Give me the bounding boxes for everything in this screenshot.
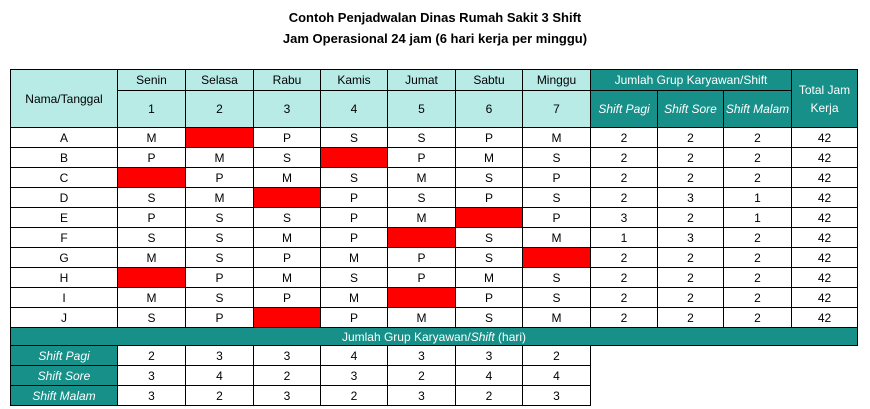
employee-name: D xyxy=(11,188,118,208)
shift-cell: P xyxy=(321,308,388,328)
summary-value: 2 xyxy=(254,366,321,386)
shift-cell: P xyxy=(254,128,321,148)
summary-row-label: Shift Pagi xyxy=(11,346,118,366)
total-hours: 42 xyxy=(792,268,858,288)
day-header: Senin xyxy=(118,70,186,91)
shift-cell: P xyxy=(388,148,456,168)
summary-value: 3 xyxy=(254,346,321,366)
summary-value: 3 xyxy=(321,366,388,386)
shift-cell: P xyxy=(321,188,388,208)
shift-malam-count: 2 xyxy=(724,128,792,148)
summary-value: 3 xyxy=(254,386,321,406)
summary-value: 2 xyxy=(388,366,456,386)
employee-name: A xyxy=(11,128,118,148)
page-subtitle: Jam Operasional 24 jam (6 hari kerja per minggu) xyxy=(282,31,588,46)
shift-pagi-count: 1 xyxy=(591,228,658,248)
shift-cell: M xyxy=(254,168,321,188)
total-hours: 42 xyxy=(792,168,858,188)
day-number-header: 3 xyxy=(254,91,321,128)
shift-cell: M xyxy=(523,128,591,148)
day-number-header: 4 xyxy=(321,91,388,128)
employee-name: C xyxy=(11,168,118,188)
shift-cell: P xyxy=(388,268,456,288)
table-row xyxy=(11,268,858,288)
shift-cell: P xyxy=(523,168,591,188)
shift-cell: M xyxy=(456,268,523,288)
table-row xyxy=(11,308,858,328)
summary-value: 4 xyxy=(321,346,388,366)
summary-title-suffix: (hari) xyxy=(494,329,527,344)
shift-cell: P xyxy=(456,188,523,208)
shift-malam-count: 2 xyxy=(724,288,792,308)
shift-cell: P xyxy=(321,228,388,248)
shift-cell: M xyxy=(388,308,456,328)
shift-sore-header: Shift Sore xyxy=(658,91,724,128)
shift-sore-count: 2 xyxy=(658,248,724,268)
employee-name: I xyxy=(11,288,118,308)
total-hours: 42 xyxy=(792,208,858,228)
total-hours: 42 xyxy=(792,188,858,208)
table-row xyxy=(11,228,858,248)
shift-cell: S xyxy=(523,148,591,168)
table-row xyxy=(11,248,858,268)
shift-cell: M xyxy=(254,268,321,288)
shift-cell: S xyxy=(523,188,591,208)
shift-cell: S xyxy=(388,188,456,208)
shift-cell: M xyxy=(523,228,591,248)
shift-cell: S xyxy=(321,268,388,288)
shift-cell: S xyxy=(118,228,186,248)
shift-sore-count: 3 xyxy=(658,188,724,208)
blank-area xyxy=(591,346,858,406)
shift-cell: P xyxy=(523,208,591,228)
off-day-cell xyxy=(388,288,456,308)
shift-cell: M xyxy=(388,208,456,228)
shift-cell: P xyxy=(186,268,254,288)
shift-cell: S xyxy=(456,168,523,188)
table-row xyxy=(11,188,858,208)
shift-sore-count: 2 xyxy=(658,268,724,288)
shift-cell: S xyxy=(186,208,254,228)
shift-cell: S xyxy=(388,128,456,148)
shift-malam-count: 2 xyxy=(724,308,792,328)
summary-value: 3 xyxy=(118,366,186,386)
shift-malam-count: 2 xyxy=(724,248,792,268)
employee-name: J xyxy=(11,308,118,328)
day-header: Jumat xyxy=(388,70,456,91)
summary-title-prefix: Jumlah Grup Karyawan/ xyxy=(341,329,471,344)
employee-name: E xyxy=(11,208,118,228)
shift-sore-count: 2 xyxy=(658,148,724,168)
shift-sore-count: 3 xyxy=(658,228,724,248)
off-day-cell xyxy=(186,128,254,148)
shift-cell: M xyxy=(118,128,186,148)
shift-cell: M xyxy=(456,148,523,168)
shift-cell: S xyxy=(118,308,186,328)
off-day-cell xyxy=(456,208,523,228)
table-row xyxy=(11,288,858,308)
shift-pagi-count: 2 xyxy=(591,248,658,268)
shift-cell: M xyxy=(321,288,388,308)
day-number-header: 5 xyxy=(388,91,456,128)
shift-cell: S xyxy=(456,248,523,268)
off-day-cell xyxy=(118,268,186,288)
day-number-header: 6 xyxy=(456,91,523,128)
off-day-cell xyxy=(321,148,388,168)
shift-cell: P xyxy=(254,248,321,268)
summary-value: 2 xyxy=(523,346,591,366)
off-day-cell xyxy=(254,308,321,328)
employee-name: F xyxy=(11,228,118,248)
summary-value: 4 xyxy=(456,366,523,386)
total-hours: 42 xyxy=(792,128,858,148)
shift-cell: M xyxy=(118,288,186,308)
day-number-header: 7 xyxy=(523,91,591,128)
shift-cell: S xyxy=(186,288,254,308)
shift-cell: M xyxy=(186,148,254,168)
shift-sore-count: 2 xyxy=(658,308,724,328)
day-header: Kamis xyxy=(321,70,388,91)
shift-cell: S xyxy=(456,308,523,328)
day-number-header: 1 xyxy=(118,91,186,128)
shift-cell: M xyxy=(523,308,591,328)
shift-cell: P xyxy=(186,308,254,328)
shift-cell: P xyxy=(456,128,523,148)
schedule-table xyxy=(10,69,858,406)
table-row xyxy=(11,148,858,168)
shift-cell: P xyxy=(118,208,186,228)
summary-value: 2 xyxy=(321,386,388,406)
day-header: Minggu xyxy=(523,70,591,91)
summary-row-label: Shift Sore xyxy=(11,366,118,386)
shift-cell: S xyxy=(186,248,254,268)
total-hours: 42 xyxy=(792,308,858,328)
summary-value: 3 xyxy=(186,346,254,366)
total-hours-header: Total Jam Kerja xyxy=(792,70,858,128)
summary-value: 2 xyxy=(456,386,523,406)
table-row xyxy=(11,168,858,188)
shift-cell: M xyxy=(388,168,456,188)
shift-cell: S xyxy=(321,128,388,148)
employee-name: G xyxy=(11,248,118,268)
summary-row-label: Shift Malam xyxy=(11,386,118,406)
shift-cell: S xyxy=(118,188,186,208)
shift-cell: P xyxy=(388,248,456,268)
summary-row xyxy=(11,346,858,366)
shift-pagi-count: 2 xyxy=(591,288,658,308)
shift-malam-count: 2 xyxy=(724,168,792,188)
shift-pagi-count: 2 xyxy=(591,308,658,328)
summary-header-row xyxy=(11,328,858,346)
shift-cell: P xyxy=(254,288,321,308)
page-title: Contoh Penjadwalan Dinas Rumah Sakit 3 Shift xyxy=(288,10,582,25)
shift-cell: M xyxy=(321,248,388,268)
shift-sore-count: 2 xyxy=(658,168,724,188)
shift-pagi-header: Shift Pagi xyxy=(591,91,658,128)
day-header: Rabu xyxy=(254,70,321,91)
shift-cell: P xyxy=(456,288,523,308)
summary-value: 2 xyxy=(118,346,186,366)
shift-pagi-count: 2 xyxy=(591,268,658,288)
shift-sore-count: 2 xyxy=(658,288,724,308)
shift-cell: P xyxy=(186,168,254,188)
shift-cell: S xyxy=(321,168,388,188)
shift-cell: S xyxy=(523,288,591,308)
employee-name: B xyxy=(11,148,118,168)
off-day-cell xyxy=(118,168,186,188)
day-header: Selasa xyxy=(186,70,254,91)
shift-pagi-count: 2 xyxy=(591,168,658,188)
shift-pagi-count: 2 xyxy=(591,188,658,208)
shift-malam-count: 1 xyxy=(724,188,792,208)
shift-pagi-count: 2 xyxy=(591,128,658,148)
summary-value: 3 xyxy=(388,346,456,366)
shift-cell: S xyxy=(254,208,321,228)
shift-cell: P xyxy=(321,208,388,228)
shift-cell: M xyxy=(186,188,254,208)
total-hours: 42 xyxy=(792,148,858,168)
summary-value: 3 xyxy=(456,346,523,366)
summary-value: 3 xyxy=(388,386,456,406)
shift-cell: S xyxy=(254,148,321,168)
summary-title-italic: Shift xyxy=(470,329,495,344)
total-hours: 42 xyxy=(792,228,858,248)
group-header: Jumlah Grup Karyawan/Shift xyxy=(591,70,792,91)
shift-malam-count: 2 xyxy=(724,228,792,248)
day-number-header: 2 xyxy=(186,91,254,128)
shift-malam-header: Shift Malam xyxy=(724,91,792,128)
shift-pagi-count: 2 xyxy=(591,148,658,168)
shift-malam-count: 1 xyxy=(724,208,792,228)
shift-cell: S xyxy=(523,268,591,288)
table-row xyxy=(11,208,858,228)
summary-value: 3 xyxy=(523,386,591,406)
shift-sore-count: 2 xyxy=(658,208,724,228)
summary-value: 4 xyxy=(186,366,254,386)
employee-name: H xyxy=(11,268,118,288)
shift-cell: S xyxy=(186,228,254,248)
off-day-cell xyxy=(388,228,456,248)
shift-cell: M xyxy=(254,228,321,248)
shift-malam-count: 2 xyxy=(724,268,792,288)
shift-sore-count: 2 xyxy=(658,128,724,148)
summary-value: 3 xyxy=(118,386,186,406)
day-header: Sabtu xyxy=(456,70,523,91)
shift-pagi-count: 3 xyxy=(591,208,658,228)
name-date-header: Nama/Tanggal xyxy=(11,70,118,128)
total-hours: 42 xyxy=(792,288,858,308)
table-row xyxy=(11,128,858,148)
shift-cell: M xyxy=(118,248,186,268)
shift-malam-count: 2 xyxy=(724,148,792,168)
total-hours: 42 xyxy=(792,248,858,268)
summary-value: 2 xyxy=(186,386,254,406)
summary-title xyxy=(11,328,858,346)
shift-cell: P xyxy=(118,148,186,168)
summary-value: 4 xyxy=(523,366,591,386)
off-day-cell xyxy=(523,248,591,268)
shift-cell: S xyxy=(456,228,523,248)
off-day-cell xyxy=(254,188,321,208)
